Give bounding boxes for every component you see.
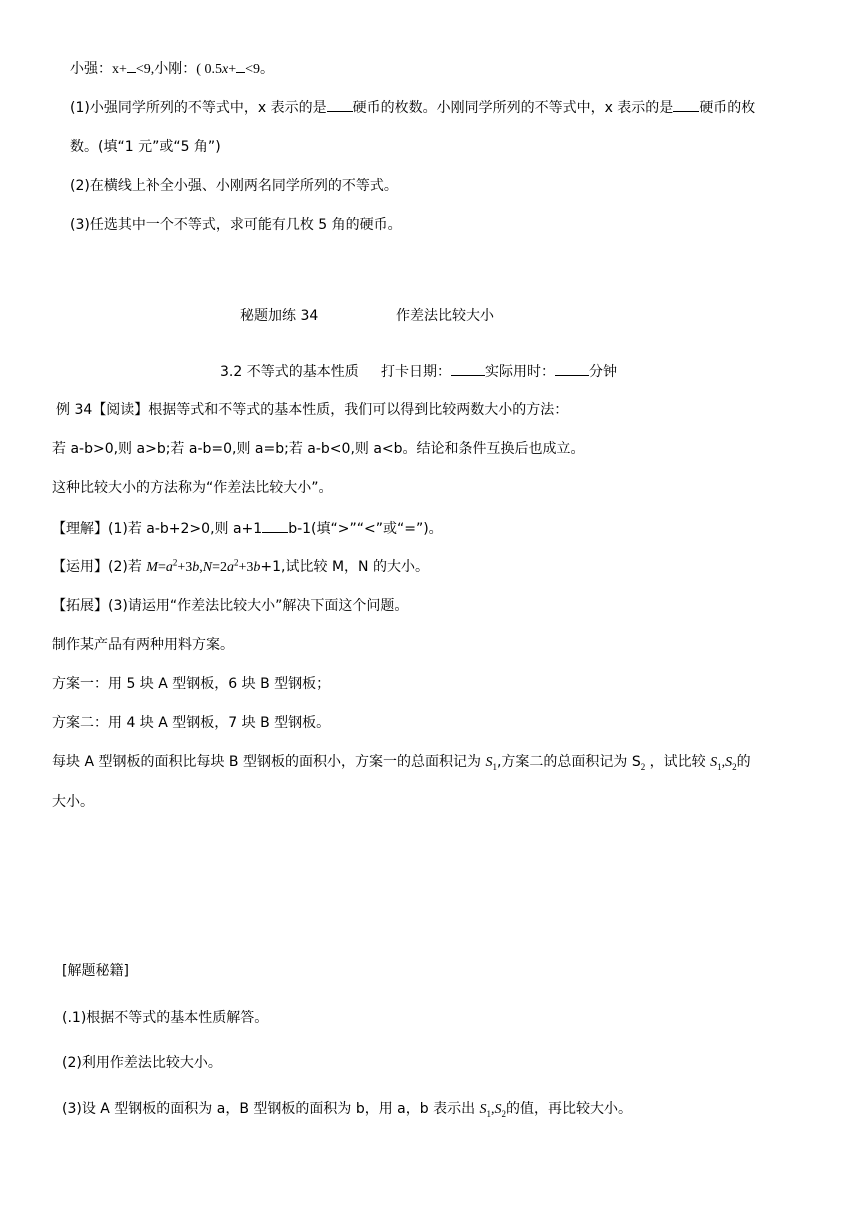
var-a: a: [227, 560, 235, 575]
time-blank: [555, 361, 589, 376]
paragraph-rules: 若 a-b>0,则 a>b;若 a-b=0,则 a=b;若 a-b<0,则 a<b。结论和条件互换后也成立。: [52, 441, 585, 457]
text: 3.2 不等式的基本性质: [220, 364, 359, 380]
text: 每块 A 型钢板的面积比每块 B 型钢板的面积小，方案一的总面积记为: [52, 754, 486, 770]
question-1-cont: 数。(填“1 元”或“5 角”): [70, 139, 221, 155]
answer-blank: [127, 58, 136, 73]
text: +: [228, 62, 237, 77]
subscript: 1: [717, 761, 722, 772]
paragraph-compare: [52, 752, 751, 773]
question-1: [70, 97, 755, 118]
section-title-right: 作差法比较大小: [396, 308, 494, 324]
plan-two: 方案二：用 4 块 A 型钢板，7 块 B 型钢板。: [52, 715, 331, 731]
text: =2: [212, 560, 228, 575]
text: +1,试比较 M，N 的大小。: [260, 559, 429, 575]
var-S: S: [710, 755, 718, 770]
paragraph-product: 制作某产品有两种用料方案。: [52, 637, 234, 653]
var-a: a: [165, 560, 173, 575]
tip-2: (2)利用作差法比较大小。: [62, 1055, 222, 1071]
subscript: 2: [732, 761, 737, 772]
paragraph-method: 这种比较大小的方法称为“作差法比较大小”。: [52, 480, 333, 496]
var-b: b: [192, 560, 200, 575]
var-S: S: [479, 1102, 487, 1117]
tip-3: [62, 1099, 632, 1120]
var-S: S: [725, 755, 733, 770]
text: ，试比较: [645, 754, 711, 770]
text: 硬币的枚: [699, 100, 756, 116]
text: 【运用】(2)若: [52, 559, 147, 575]
var-b: b: [253, 560, 261, 575]
text: ,: [199, 560, 203, 575]
text: (3)设 A 型钢板的面积为 a，B 型钢板的面积为 b，用 a，b 表示出: [62, 1101, 480, 1117]
text: 小强：x+: [70, 62, 127, 77]
section-title-left: 秘题加练 34: [240, 308, 319, 324]
text: ,方案二的总面积记为 S: [496, 754, 641, 770]
text: 的: [736, 754, 751, 770]
text: +3: [177, 560, 193, 575]
text: 实际用时：: [484, 364, 555, 380]
text: +3: [238, 560, 254, 575]
var-N: N: [202, 560, 213, 575]
paragraph-compare-cont: 大小。: [52, 794, 94, 810]
tips-title: [解题秘籍]: [62, 963, 129, 979]
text: <9,小刚：( 0.5: [135, 62, 222, 77]
section-subtitle: [220, 361, 617, 382]
var-S: S: [494, 1102, 502, 1117]
text: 硬币的枚数。小刚同学所列的不等式中，x 表示的是: [352, 100, 674, 116]
question-3: (3)任选其中一个不等式，求可能有几枚 5 角的硬币。: [70, 217, 402, 233]
line-inequalities: [70, 58, 274, 80]
subscript: 2: [501, 1108, 507, 1119]
plan-one: 方案一：用 5 块 A 型钢板，6 块 B 型钢板；: [52, 676, 331, 692]
answer-blank: [327, 97, 353, 112]
var-x: x: [221, 62, 229, 77]
question-2: (2)在横线上补全小强、小刚两名同学所列的不等式。: [70, 178, 398, 194]
var-M: M: [146, 560, 158, 575]
text: (1)小强同学所列的不等式中，x 表示的是: [70, 100, 327, 116]
answer-blank: [236, 58, 245, 73]
text: ,: [491, 1102, 495, 1117]
subscript: 1: [486, 1108, 492, 1119]
exponent: 2: [172, 557, 178, 568]
subscript: 2: [640, 761, 646, 772]
text: 的值，再比较大小。: [506, 1101, 633, 1117]
paragraph-extend: 【拓展】(3)请运用“作差法比较大小”解决下面这个问题。: [52, 598, 409, 614]
answer-blank: [673, 97, 699, 112]
text: <9。: [245, 62, 274, 77]
tip-1: (.1)根据不等式的基本性质解答。: [62, 1010, 269, 1026]
answer-blank: [262, 518, 288, 533]
exponent: 2: [234, 557, 239, 568]
subscript: 1: [492, 761, 497, 772]
paragraph-understand: [52, 518, 443, 539]
text: 【理解】(1)若 a-b+2>0,则 a+1: [52, 521, 263, 537]
text: ,: [721, 755, 726, 770]
text: 分钟: [588, 364, 617, 380]
text: 打卡日期：: [380, 364, 451, 380]
text: b-1(填“>”“<”或“=”)。: [288, 521, 443, 537]
var-S: S: [485, 755, 493, 770]
paragraph-apply: [52, 557, 429, 578]
paragraph-read: 例 34【阅读】根据等式和不等式的基本性质，我们可以得到比较两数大小的方法：: [56, 402, 569, 418]
date-blank: [451, 361, 485, 376]
text: =: [157, 560, 166, 575]
